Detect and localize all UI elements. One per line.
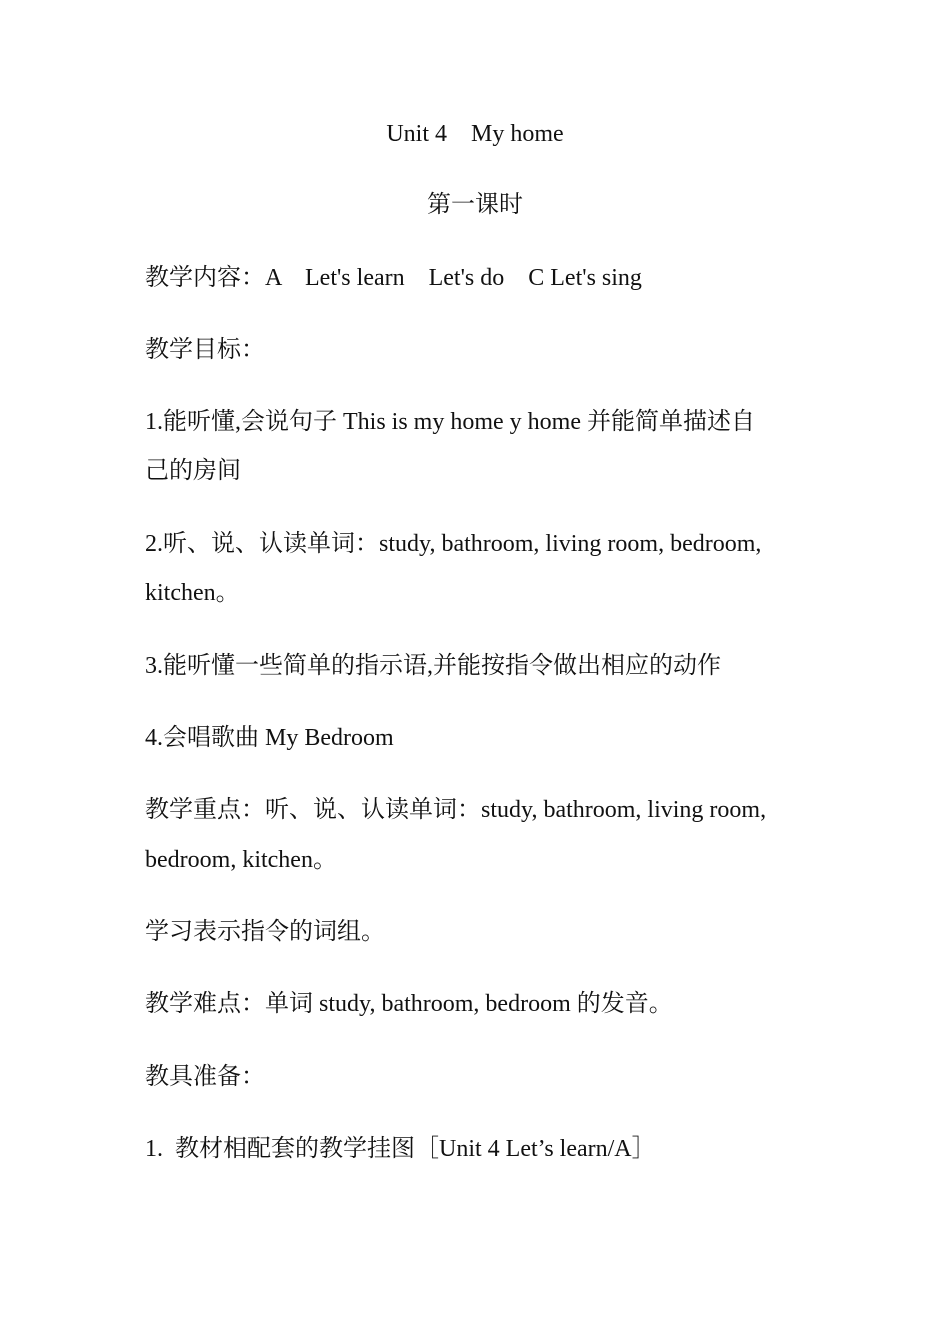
objective-2-line-1: 2.听、说、认读单词：study, bathroom, living room, bedroom, [145,531,762,557]
objective-4: 4.会唱歌曲 My Bedroom [145,725,394,751]
teaching-objectives-heading: 教学目标： [145,337,265,363]
objective-1-line-1: 1.能听懂,会说句子 This is my home y home 并能简单描述自 [145,409,755,435]
objective-1-line-2: 己的房间 [145,458,241,484]
document-subtitle: 第一课时 [427,192,523,218]
objective-3: 3.能听懂一些简单的指示语,并能按指令做出相应的动作 [145,653,721,679]
key-points-line-2: bedroom, kitchen。 [145,847,337,873]
document-title: Unit 4 My home [386,121,564,147]
teaching-content: 教学内容：A Let's learn Let's do C Let's sing [145,265,642,291]
key-points-line-3: 学习表示指令的词组。 [145,919,385,945]
difficult-points: 教学难点：单词 study, bathroom, bedroom 的发音。 [145,991,673,1017]
teaching-aid-1: 1. 教材相配套的教学挂图［Unit 4 Let’s learn/A］ [145,1136,656,1162]
key-points-line-1: 教学重点：听、说、认读单词：study, bathroom, living room, [145,797,767,823]
objective-2-line-2: kitchen。 [145,580,240,606]
teaching-aids-heading: 教具准备： [145,1064,265,1090]
